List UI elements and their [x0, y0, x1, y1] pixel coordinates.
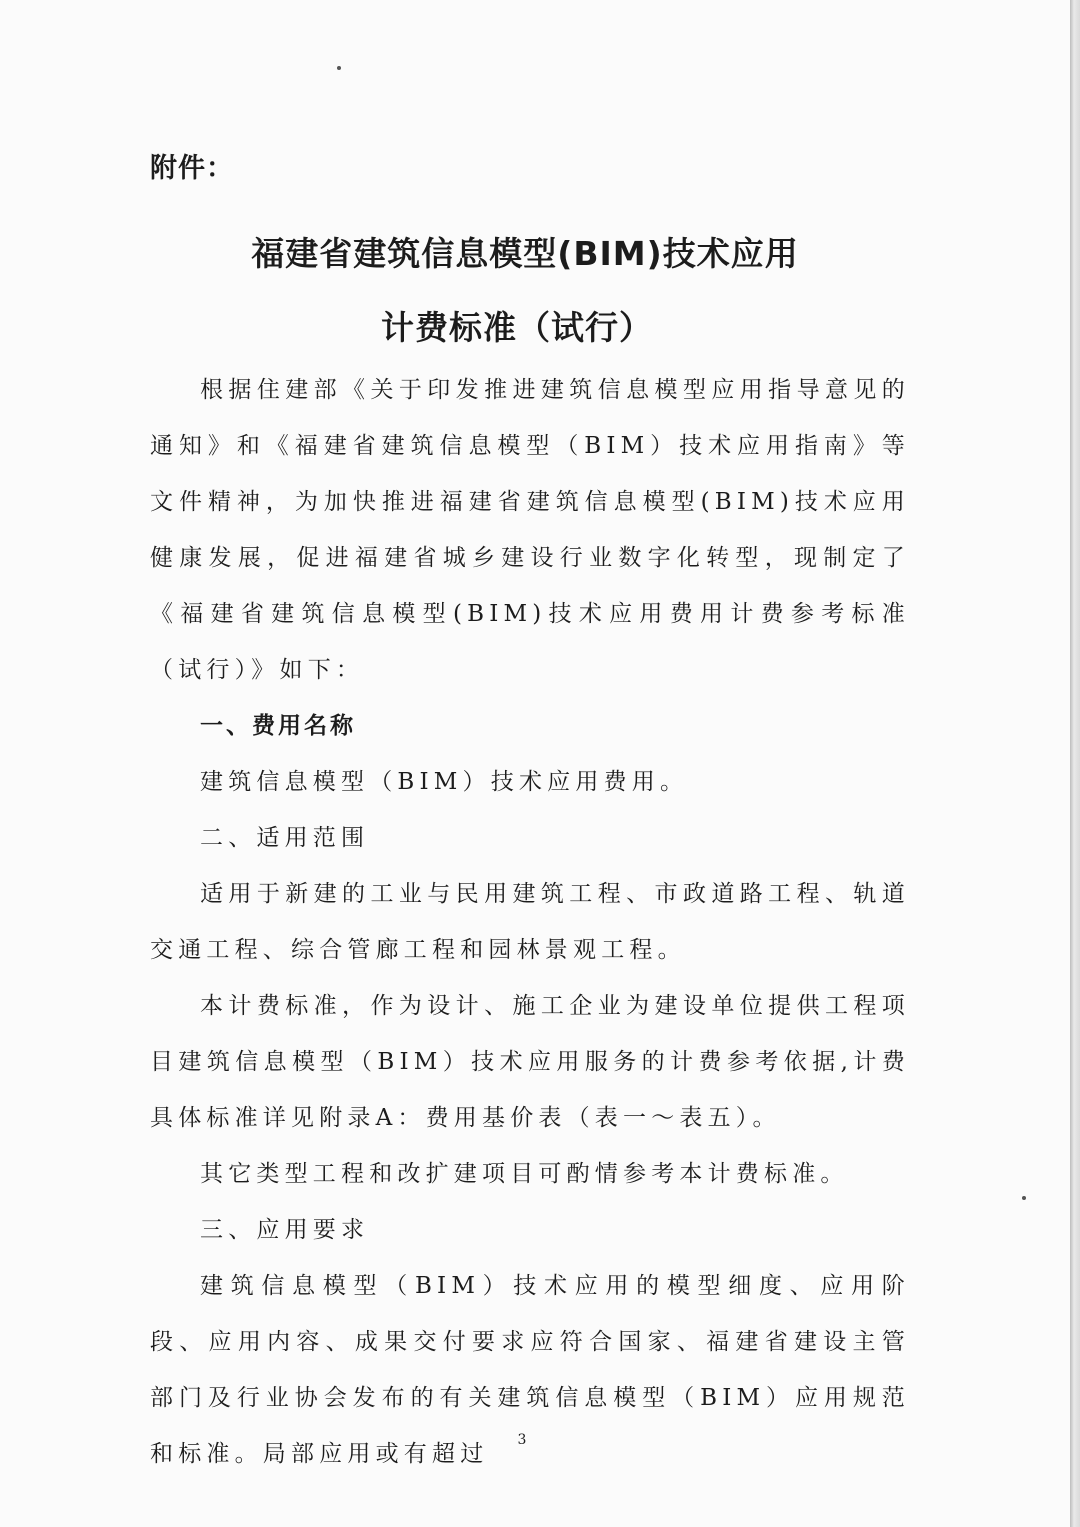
document-title-line-1: 福建省建筑信息模型(BIM)技术应用 — [251, 234, 799, 273]
document-title-line-2: 计费标准（试行） — [381, 308, 653, 347]
scan-speck — [337, 66, 341, 70]
page-number: 3 — [517, 1432, 527, 1448]
paragraph-fee-name: 建筑信息模型（BIM）技术应用费用。 — [200, 769, 689, 795]
paragraph-intro: 根据住建部《关于印发推进建筑信息模型应用指导意见的通知》和《福建省建筑信息模型（BIM）技术应用指南》等文件精神，为加快推进福建省建筑信息模型(BIM)技术应用健康发展，促进福建省城乡建设行业数字化转型，现制定了《福建省建筑信息模型(BIM)技术应用费用计费参考标准（试行）》如下： — [150, 377, 910, 683]
paragraph-requirements: 建筑信息模型（BIM）技术应用的模型细度、应用阶段、应用内容、成果交付要求应符合国家、福建省建设主管部门及行业协会发布的有关建筑信息模型（BIM）应用规范和标准。局部应用或有超过 — [150, 1273, 910, 1467]
scan-speck — [1022, 1196, 1026, 1200]
attachment-label: 附件： — [150, 153, 234, 184]
section-heading-requirements: 三、应用要求 — [200, 1217, 370, 1243]
document-body — [150, 362, 910, 1482]
paragraph-basis: 本计费标准，作为设计、施工企业为建设单位提供工程项目建筑信息模型（BIM）技术应用服务的计费参考依据,计费具体标准详见附录A：费用基价表（表一～表五）。 — [150, 993, 910, 1131]
page-edge — [1070, 0, 1080, 1527]
paragraph-other-projects: 其它类型工程和改扩建项目可酌情参考本计费标准。 — [200, 1161, 849, 1187]
paragraph-scope: 适用于新建的工业与民用建筑工程、市政道路工程、轨道交通工程、综合管廊工程和园林景观工程。 — [150, 881, 910, 963]
section-heading-fee-name: 一、费用名称 — [200, 713, 356, 739]
section-heading-scope: 二、适用范围 — [200, 825, 370, 851]
